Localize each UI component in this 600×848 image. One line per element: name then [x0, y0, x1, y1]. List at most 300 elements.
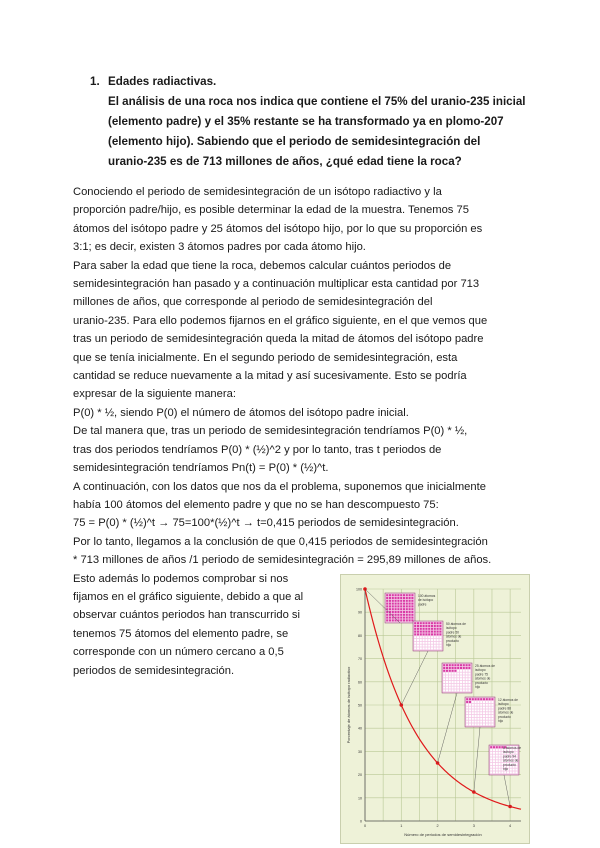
atom-dot [491, 721, 493, 723]
atom-dot [457, 684, 459, 686]
atom-dot [480, 715, 482, 717]
atom-dot [392, 611, 394, 613]
atom-dot [472, 712, 474, 714]
annotation-text: 100 átomos [418, 594, 436, 598]
atom-dot [389, 617, 391, 619]
atom-dot [395, 611, 397, 613]
atom-dot [406, 597, 408, 599]
atom-dot [392, 597, 394, 599]
body-line: uranio-235. Para ello podemos fijarnos en el gráfico siguiente, en el que vemos que [73, 314, 488, 327]
atom-dot [452, 675, 454, 677]
atom-dot [437, 645, 439, 647]
atom-dot [489, 704, 491, 706]
atom-dot [496, 752, 498, 754]
atom-dot [409, 605, 411, 607]
atom-dot [475, 707, 477, 709]
atom-dot [409, 597, 411, 599]
atom-dot [446, 670, 448, 672]
atom-dot [423, 622, 425, 624]
atom-dot [486, 704, 488, 706]
y-tick-label: 40 [358, 726, 362, 731]
atom-dot [463, 667, 465, 669]
atom-dot [486, 715, 488, 717]
atom-dot [457, 670, 459, 672]
annotation-text: producto [475, 680, 488, 685]
atom-dot [475, 721, 477, 723]
body-line: * 713 millones de años /1 periodo de semidesintegración = 295,89 millones de años. [73, 554, 492, 567]
atom-dot [457, 673, 459, 675]
atom-dot [443, 670, 445, 672]
atom-dot [403, 619, 405, 621]
atom-dot [483, 723, 485, 725]
atom-dot [477, 721, 479, 723]
atom-dot [489, 707, 491, 709]
atom-dot [439, 647, 441, 649]
atom-dot [389, 605, 391, 607]
y-tick-label: 0 [360, 819, 362, 824]
annotation-text: isótopo [446, 626, 457, 631]
atom-dot [499, 763, 501, 765]
atom-dot [439, 645, 441, 647]
atom-dot [425, 625, 427, 627]
atom-dot [431, 633, 433, 635]
atom-dot [420, 628, 422, 630]
body-line: cantidad se reduce nuevamente a la mitad y así sucesivamente. Esto se podría [73, 370, 467, 383]
atom-dot [434, 622, 436, 624]
atom-dot [496, 755, 498, 757]
atom-dot [468, 664, 470, 666]
atom-dot [480, 707, 482, 709]
atom-dot [454, 681, 456, 683]
data-point [436, 761, 440, 765]
atom-dot [468, 689, 470, 691]
atom-dot [486, 723, 488, 725]
atom-dot [443, 684, 445, 686]
atom-dot [486, 709, 488, 711]
atom-dot [489, 712, 491, 714]
atom-dot [490, 763, 492, 765]
atom-dot [452, 664, 454, 666]
body-line: Para saber la edad que tiene la roca, debemos calcular cuántos periodos de [73, 259, 452, 272]
atom-dot [431, 631, 433, 633]
question-block [92, 72, 532, 172]
atom-dot [428, 628, 430, 630]
body-line: millones de años, que corresponde al periodo de semidesintegración del [73, 296, 433, 309]
body-line: semidesintegración tendríamos Pn(t) = P(0) * (½)^t. [73, 462, 329, 475]
atom-dot [434, 642, 436, 644]
atom-dot [439, 639, 441, 641]
x-tick-label: 3 [472, 824, 475, 828]
atom-dot [437, 622, 439, 624]
atom-dot [425, 642, 427, 644]
atom-dot [490, 752, 492, 754]
atom-dot [452, 681, 454, 683]
body-line: Conociendo el periodo de semidesintegración de un isótopo radiactivo y la [73, 186, 442, 198]
atom-dot [414, 625, 416, 627]
atom-dot [395, 614, 397, 616]
annotation-text: padre 94 [503, 754, 517, 759]
atom-dot [490, 769, 492, 771]
atom-dot [489, 701, 491, 703]
leader-line [504, 775, 510, 807]
atom-dot [392, 608, 394, 610]
atom-dot [446, 664, 448, 666]
atom-dot [417, 631, 419, 633]
atom-dot [406, 611, 408, 613]
annotation-text: isótopo [498, 702, 509, 707]
atom-dot [499, 771, 501, 773]
atom-dot [489, 698, 491, 700]
y-tick-label: 70 [358, 657, 362, 662]
atom-dot [403, 597, 405, 599]
atom-dot [469, 707, 471, 709]
atom-dot [483, 701, 485, 703]
atom-dot [460, 667, 462, 669]
atom-dot [489, 723, 491, 725]
atom-dot [420, 642, 422, 644]
atom-dot [513, 769, 515, 771]
atom-dot [452, 678, 454, 680]
atom-dot [403, 614, 405, 616]
atom-dot [403, 605, 405, 607]
atom-dot [490, 755, 492, 757]
atom-dot [446, 681, 448, 683]
annotation-text: padre 75 [475, 672, 489, 677]
atom-dot [386, 605, 388, 607]
atom-dot [417, 645, 419, 647]
atom-dot [466, 709, 468, 711]
atom-dot [499, 746, 501, 748]
atom-dot [469, 721, 471, 723]
atom-dot [457, 675, 459, 677]
atom-dot [406, 603, 408, 605]
body-line: proporción padre/hijo, es posible determinar la edad de la muestra. Tenemos 75 [73, 204, 469, 217]
atom-dot [454, 667, 456, 669]
annotation-text: hijo [503, 767, 509, 771]
atom-dot [409, 594, 411, 596]
atom-dot [454, 664, 456, 666]
atom-dot [515, 771, 517, 773]
atom-dot [443, 667, 445, 669]
atom-dot [411, 608, 413, 610]
atom-dot [515, 769, 517, 771]
atom-dot [446, 684, 448, 686]
atom-dot [472, 723, 474, 725]
atom-dot [475, 712, 477, 714]
body-line: tras dos periodos tendríamos P(0) * (½)^2 y por lo tanto, tras t periodos de [73, 443, 442, 456]
body-line: observar cuántos periodos han transcurrido si [73, 609, 300, 622]
atom-dot [437, 642, 439, 644]
annotation-text: átomos de [503, 758, 519, 763]
atom-dot [400, 608, 402, 610]
body-line: 3:1; es decir, existen 3 átomos padres por cada átomo hijo. [73, 241, 366, 254]
atom-dot [437, 625, 439, 627]
atom-dot [425, 633, 427, 635]
atom-dot [425, 636, 427, 638]
atom-dot [400, 614, 402, 616]
atom-dot [472, 698, 474, 700]
atom-dot [434, 625, 436, 627]
atom-dot [468, 667, 470, 669]
atom-dot [397, 611, 399, 613]
atom-dot [446, 675, 448, 677]
atom-dot [417, 622, 419, 624]
atom-dot [414, 631, 416, 633]
atom-dot [463, 678, 465, 680]
atom-dot [493, 755, 495, 757]
atom-dot [490, 757, 492, 759]
atom-dot [489, 718, 491, 720]
atom-dot [486, 698, 488, 700]
atom-dot [501, 771, 503, 773]
y-tick-label: 100 [356, 587, 362, 592]
atom-dot [423, 631, 425, 633]
body-line: corresponde con un número cercano a 0,5 [73, 646, 284, 659]
atom-dot [454, 684, 456, 686]
atom-dot [411, 605, 413, 607]
atom-dot [395, 619, 397, 621]
atom-dot [446, 667, 448, 669]
atom-dot [428, 631, 430, 633]
atom-dot [434, 633, 436, 635]
atom-dot [414, 642, 416, 644]
atom-dot [454, 673, 456, 675]
atom-dot [472, 704, 474, 706]
atom-dot [460, 689, 462, 691]
atom-dot [420, 622, 422, 624]
atom-dot [489, 709, 491, 711]
x-tick-label: 0 [363, 824, 367, 828]
annotation-text: 12 átomos de [498, 698, 518, 702]
atom-dot [477, 723, 479, 725]
atom-dot [480, 698, 482, 700]
atom-dot [499, 757, 501, 759]
atom-dot [466, 670, 468, 672]
atom-dot [460, 684, 462, 686]
atom-dot [406, 594, 408, 596]
atom-dot [389, 603, 391, 605]
atom-dot [483, 709, 485, 711]
atom-dot [490, 749, 492, 751]
atom-dot [460, 673, 462, 675]
atom-dot [469, 701, 471, 703]
atom-dot [411, 603, 413, 605]
atom-dot [469, 704, 471, 706]
atom-dot [460, 670, 462, 672]
annotation-text: producto [498, 714, 511, 719]
atom-dot [443, 689, 445, 691]
atom-dot [414, 636, 416, 638]
atom-dot [397, 617, 399, 619]
atom-dot [491, 701, 493, 703]
atom-dot [403, 617, 405, 619]
atom-dot [439, 622, 441, 624]
atom-dot [443, 681, 445, 683]
atom-dot [439, 636, 441, 638]
atom-dot [434, 631, 436, 633]
annotation-text: padre 88 [498, 706, 512, 711]
atom-dot [486, 712, 488, 714]
atom-dot [490, 771, 492, 773]
atom-dot [397, 619, 399, 621]
atom-dot [417, 647, 419, 649]
body-line: que se tenía inicialmente. En el segundo periodo de semidesintegración, esta [73, 351, 458, 364]
annotation-text: átomos de [475, 676, 491, 681]
atom-dot [400, 600, 402, 602]
body-line: De tal manera que, tras un periodo de semidesintegración tendríamos P(0) * ½, [73, 425, 468, 438]
atom-dot [493, 769, 495, 771]
atom-dot [493, 752, 495, 754]
atom-dot [475, 723, 477, 725]
atom-dot [466, 698, 468, 700]
atom-dot [480, 709, 482, 711]
atom-dot [483, 712, 485, 714]
atom-dot [452, 684, 454, 686]
atom-dot [452, 687, 454, 689]
atom-dot [507, 771, 509, 773]
atom-dot [411, 617, 413, 619]
atom-dot [466, 667, 468, 669]
atom-dot [472, 701, 474, 703]
atom-dot [499, 760, 501, 762]
atom-dot [469, 715, 471, 717]
atom-dot [466, 681, 468, 683]
atom-dot [406, 614, 408, 616]
atom-dot [400, 611, 402, 613]
annotation-text: 50 átomos de [446, 622, 466, 626]
atom-dot [466, 701, 468, 703]
atom-dot [392, 594, 394, 596]
atom-dot [428, 636, 430, 638]
atom-dot [397, 608, 399, 610]
atom-dot [431, 636, 433, 638]
atom-dot [428, 639, 430, 641]
atom-dot [411, 597, 413, 599]
atom-dot [469, 712, 471, 714]
atom-dot [454, 670, 456, 672]
question-line: El análisis de una roca nos indica que contiene el 75% del uranio-235 inicial [108, 95, 526, 108]
atom-dot [466, 721, 468, 723]
atom-dot [491, 723, 493, 725]
atom-dot [409, 614, 411, 616]
atom-dot [491, 718, 493, 720]
atom-dot [452, 670, 454, 672]
atom-dot [417, 642, 419, 644]
atom-dot [475, 701, 477, 703]
atom-dot [477, 704, 479, 706]
atom-dot [477, 709, 479, 711]
atom-dot [491, 704, 493, 706]
atom-dot [449, 667, 451, 669]
atom-dot [389, 608, 391, 610]
atom-dot [397, 614, 399, 616]
atom-dot [466, 664, 468, 666]
atom-dot [466, 689, 468, 691]
atom-dot [490, 760, 492, 762]
y-tick-label: 60 [358, 680, 362, 685]
atom-dot [463, 664, 465, 666]
atom-dot [428, 625, 430, 627]
atom-dot [460, 678, 462, 680]
atom-dot [417, 636, 419, 638]
atom-dot [400, 594, 402, 596]
atom-dot [425, 639, 427, 641]
question-line: (elemento hijo). Sabiendo que el periodo de semidesintegración del [108, 135, 481, 148]
atom-dot [437, 631, 439, 633]
atom-dot [496, 771, 498, 773]
atom-dot [417, 639, 419, 641]
atom-dot [463, 681, 465, 683]
atom-dot [386, 594, 388, 596]
atom-dot [425, 645, 427, 647]
atom-dot [420, 625, 422, 627]
atom-dot [466, 718, 468, 720]
atom-dot [475, 709, 477, 711]
atom-dot [397, 600, 399, 602]
atom-dot [395, 594, 397, 596]
atom-dot [496, 766, 498, 768]
atom-dot [510, 771, 512, 773]
atom-dot [434, 647, 436, 649]
atom-dot [477, 707, 479, 709]
y-tick-label: 30 [358, 749, 362, 754]
atom-dot [411, 594, 413, 596]
atom-dot [454, 675, 456, 677]
atom-dot [490, 746, 492, 748]
atom-dot [466, 712, 468, 714]
atom-dot [457, 678, 459, 680]
atom-dot [457, 664, 459, 666]
annotation-text: de isótopo [418, 598, 434, 603]
atom-dot [443, 687, 445, 689]
atom-dot [395, 603, 397, 605]
body-line: Por lo tanto, llegamos a la conclusión de que 0,415 periodos de semidesintegración [73, 535, 488, 548]
atom-dot [469, 718, 471, 720]
atom-dot [483, 718, 485, 720]
annotation-text: hijo [498, 719, 504, 723]
atom-dot [425, 631, 427, 633]
atom-dot [454, 689, 456, 691]
atom-dot [389, 597, 391, 599]
atom-dot [409, 611, 411, 613]
atom-dot [468, 681, 470, 683]
atom-dot [439, 625, 441, 627]
atom-dot [425, 622, 427, 624]
atom-dot [483, 721, 485, 723]
annotation-text: átomos de [446, 634, 462, 639]
body-line: A continuación, con los datos que nos da el problema, suponemos que inicialmente [73, 480, 486, 493]
atom-dot [434, 636, 436, 638]
atom-dot [423, 636, 425, 638]
atom-dot [491, 715, 493, 717]
atom-dot [452, 689, 454, 691]
decay-chart [340, 574, 530, 844]
atom-dot [414, 645, 416, 647]
atom-dot [477, 701, 479, 703]
atom-dot [414, 628, 416, 630]
atom-dot [423, 647, 425, 649]
atom-dot [392, 605, 394, 607]
atom-dot [493, 760, 495, 762]
atom-dot [468, 678, 470, 680]
body-line: periodos de semidesintegración. [73, 664, 235, 677]
atom-dot [434, 628, 436, 630]
atom-dot [499, 769, 501, 771]
atom-dot [496, 763, 498, 765]
y-tick-label: 50 [358, 703, 362, 708]
atom-dot [428, 622, 430, 624]
body-line: había 100 átomos del elemento padre y que no se han descompuesto 75: [73, 498, 439, 511]
